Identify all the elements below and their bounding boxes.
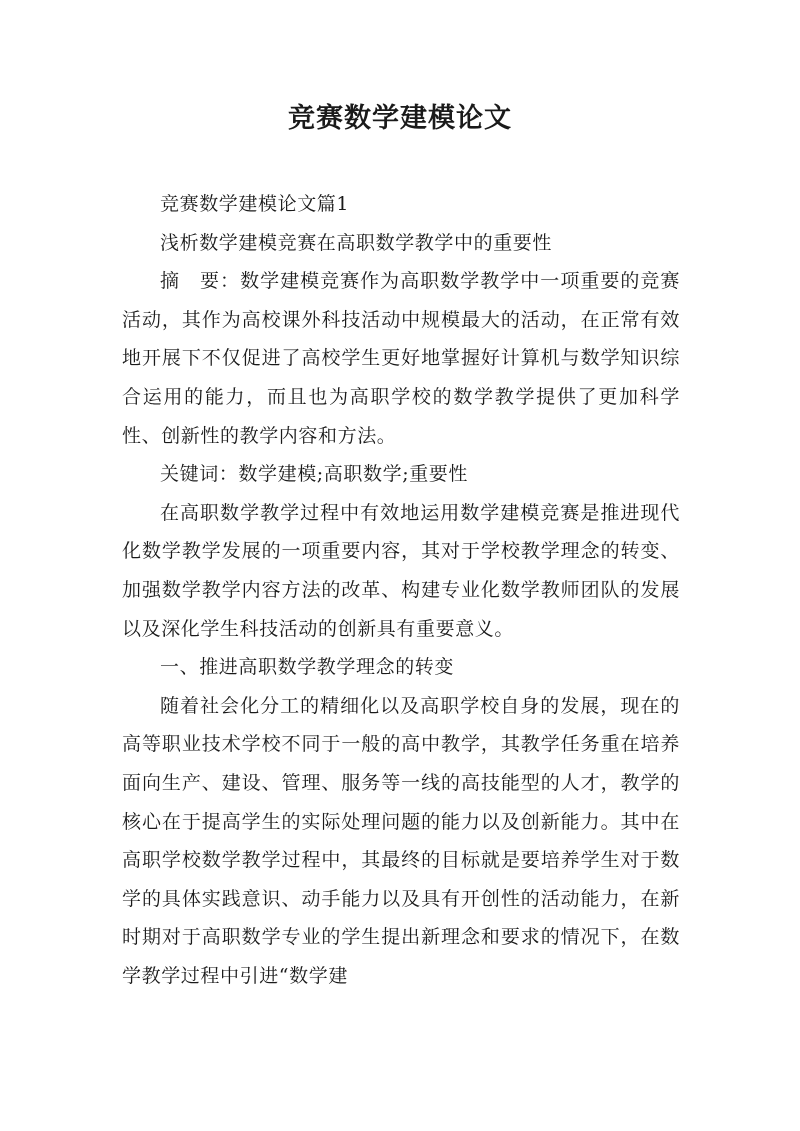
- abstract-paragraph: 摘 要：数学建模竞赛作为高职数学教学中一项重要的竞赛活动，其作为高校课外科技活动中规模最大的活动，在正常有效地开展下不仅促进了高校学生更好地掌握好计算机与数学知识综合运用的能力，而且也为高职学校的数学教学提供了更加科学性、创新性的教学内容和方法。: [122, 270, 680, 447]
- section-heading: 一、推进高职数学教学理念的转变: [160, 656, 455, 679]
- keywords-paragraph: 关键词：数学建模;高职数学;重要性: [160, 463, 469, 486]
- section-paragraph: 随着社会化分工的精细化以及高职学校自身的发展，现在的高等职业技术学校不同于一般的高中教学，其教学任务重在培养面向生产、建设、管理、服务等一线的高技能型的人才，教学的核心在于提高学生的实际处理问题的能力以及创新能力。其中在高职学校数学教学过程中，其最终的目标就是要培养学生对于数学的具体实践意识、动手能力以及具有开创性的活动能力，在新时期对于高职数学专业的学生提出新理念和要求的情况下，在数学教学过程中引进“数学建: [122, 694, 680, 987]
- article-subtitle: 浅析数学建模竞赛在高职数学教学中的重要性: [160, 231, 553, 254]
- document-body: [122, 185, 680, 995]
- document-title: 竞赛数学建模论文: [288, 103, 512, 134]
- article-label: 竞赛数学建模论文篇1: [160, 193, 350, 215]
- intro-paragraph: 在高职数学教学过程中有效地运用数学建模竞赛是推进现代化数学教学发展的一项重要内容，其对于学校教学理念的转变、加强数学教学内容方法的改革、构建专业化数学教师团队的发展以及深化学生科技活动的创新具有重要意义。: [122, 501, 680, 640]
